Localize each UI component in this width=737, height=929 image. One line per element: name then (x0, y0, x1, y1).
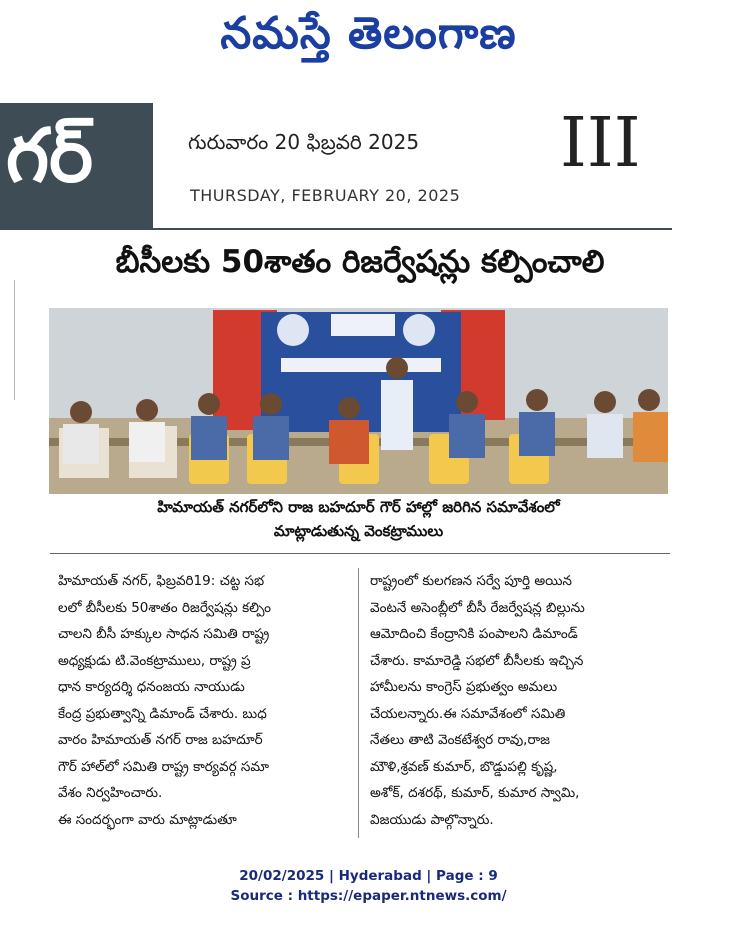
body-line: వెంటనే అసెంబ్లీలో బీసీ రేజర్వేషన్ల బిల్లును (370, 599, 585, 616)
newspaper-masthead: నమస్తే తెలంగాణ (220, 8, 517, 59)
column-margin-rule (14, 280, 15, 400)
photo-caption (49, 495, 668, 543)
body-line: వారం హిమాయత్ నగర్ రాజ బహదూర్ (58, 732, 263, 748)
body-line: ఈ సందర్భంగా వారు మాట్లాడుతూ (58, 811, 237, 828)
header-rule (0, 228, 672, 230)
body-line: గౌర్ హాల్‌లో సమితి రాష్ట్ర కార్యవర్గ సమా (58, 758, 269, 775)
body-line: కేంద్ర ప్రభుత్వాన్ని డిమాండ్ చేశారు. బుధ (58, 705, 267, 722)
body-line: రాష్ట్రంలో కులగణన సర్వే పూర్తి అయిన (370, 573, 572, 589)
page-numeral: III (560, 104, 641, 183)
body-line: లలో బీసీలకు 50శాతం రిజర్వేషన్లు కల్పిం (58, 599, 272, 616)
body-line: చేశారు. కామారెడ్డి సభలో బీసీలకు ఇచ్చిన (370, 652, 584, 669)
body-line: అధ్యక్షుడు టి.వెంకట్రాములు, రాష్ట్ర ప్ర (58, 652, 251, 669)
article-headline: బీసీలకు 50శాతం రిజర్వేషన్లు కల్పించాలి (115, 244, 605, 280)
meeting-photo-illustration (49, 308, 668, 494)
body-line: వేశం నిర్వహించారు. (58, 785, 163, 801)
body-line: అశోక్, దశరథ్, కుమార్, కుమార స్వామి, (370, 785, 580, 801)
body-line: నేతలు తాటి వెంకటేశ్వర రావు,రాజ (370, 732, 550, 748)
section-label: గర్ (6, 113, 94, 199)
body-line: చాలని బీసీ హక్కుల సాధన సమితి రాష్ట్ర (58, 626, 270, 642)
footer-source-line: Source : https://epaper.ntnews.com/ (230, 888, 507, 904)
body-line: చేయలన్నారు.ఈ సమావేశంలో సమితి (370, 705, 566, 722)
column-divider (358, 568, 359, 838)
date-telugu: గురువారం 20 ఫిబ్రవరి 2025 (188, 130, 420, 154)
article-column-1 (58, 568, 348, 833)
page-footer (0, 866, 737, 906)
body-line: విజయుడు పాల్గొన్నారు. (370, 811, 494, 828)
body-line: ధాన కార్యదర్శి ధనంజయ నాయుడు (58, 679, 245, 695)
article-photo (49, 308, 668, 494)
caption-divider (50, 553, 670, 554)
footer-date-line: 20/02/2025 | Hyderabad | Page : 9 (239, 868, 498, 884)
section-label-box (0, 103, 153, 230)
body-line: హిమాయత్ నగర్, ఫిబ్రవరి19: చట్ట సభ (58, 573, 265, 589)
body-line: హామీలను కాంగ్రెస్ ప్రభుత్వం అమలు (370, 679, 558, 695)
date-english: THURSDAY, FEBRUARY 20, 2025 (190, 186, 461, 205)
article-column-2 (370, 568, 660, 833)
caption-line: హిమాయత్ నగర్‌లోని రాజ బహదూర్ గౌర్ హాల్లో జరిగిన సమావేశంలో (157, 498, 560, 516)
body-line: మౌళి,శ్రవణ్ కుమార్, బొడ్డుపల్లి కృష్ణ, (370, 758, 558, 775)
caption-line: మాట్లాడుతున్న వెంకట్రాములు (273, 522, 444, 540)
body-line: ఆమోదించి కేంద్రానికి పంపాలని డిమాండ్ (370, 626, 578, 642)
